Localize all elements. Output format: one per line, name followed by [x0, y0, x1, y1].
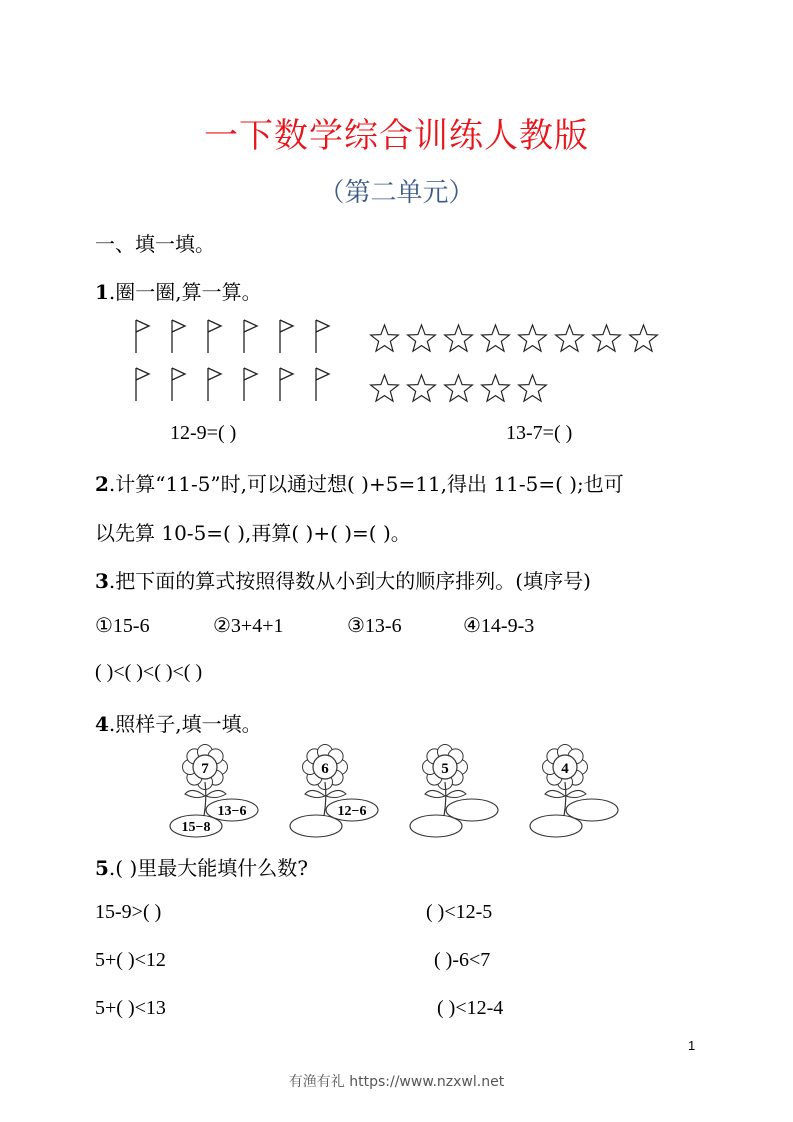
leaf: [185, 790, 205, 797]
leaf: [206, 790, 226, 797]
flag-icon: [133, 318, 163, 354]
flag-icon: [169, 366, 199, 402]
answer-oval-lower: [290, 815, 342, 837]
document-title: 一下数学综合训练人教版: [204, 116, 589, 156]
question-5-number: 5: [95, 856, 109, 880]
flower-4: [530, 745, 618, 838]
question-3-option-3: ③13-6: [347, 615, 402, 637]
stars-row-1: [368, 322, 660, 355]
leaf: [305, 790, 325, 797]
star-icon: [590, 322, 623, 355]
star-icon: [627, 322, 660, 355]
question-3-option-2: ②3+4+1: [213, 615, 284, 637]
question-5-item-b2: ( )-6<7: [434, 949, 491, 971]
oval-upper-text: 12−6: [337, 804, 367, 819]
question-3-order-blanks: ( )<( )<( )<( ): [95, 661, 203, 683]
question-2-text-1: .计算“11-5”时,可以通过想( )+5=11,得出 11-5=( );也可: [108, 472, 624, 496]
question-4-number: 4: [95, 712, 109, 736]
star-icon: [368, 322, 401, 355]
flags-row-1: [133, 318, 343, 354]
star-icon: [405, 372, 438, 405]
star-icon: [368, 372, 401, 405]
oval-upper-text: 13−6: [217, 804, 247, 819]
footer-watermark: 有渔有礼 https://www.nzxwl.net: [288, 1074, 505, 1090]
question-5-item-b1: ( )<12-5: [426, 901, 493, 923]
question-3-option-1: ①15-6: [95, 615, 150, 637]
page-number: 1: [688, 1038, 696, 1053]
leaf: [545, 790, 565, 797]
flower-center-number: 4: [561, 761, 569, 777]
answer-oval-lower: [530, 815, 582, 837]
question-5-item-a1: 15-9>( ): [95, 901, 162, 923]
star-icon: [479, 322, 512, 355]
flower-3: [410, 745, 498, 838]
answer-oval-lower: [410, 815, 462, 837]
star-icon: [553, 322, 586, 355]
flag-icon: [277, 366, 307, 402]
question-5-item-a2: 5+( )<12: [95, 949, 166, 971]
leaf: [446, 790, 466, 797]
question-3-number: 3: [95, 569, 109, 593]
question-5-item-a3: 5+( )<13: [95, 997, 166, 1019]
question-4-prompt: [95, 708, 262, 737]
question-2-number: 2: [95, 472, 109, 496]
flag-icon: [313, 318, 343, 354]
leaf: [566, 790, 586, 797]
question-4-text: .照样子,填一填。: [108, 712, 262, 736]
question-2-line-1: [95, 468, 624, 497]
star-icon: [405, 322, 438, 355]
flower-1: [170, 745, 258, 838]
flag-icon: [205, 318, 235, 354]
document-subtitle: （第二单元）: [318, 178, 475, 208]
question-1-text: .圈一圈,算一算。: [108, 280, 262, 304]
flag-icon: [313, 366, 343, 402]
flag-icon: [241, 318, 271, 354]
leaf: [326, 790, 346, 797]
star-icon: [516, 372, 549, 405]
flags-row-2: [133, 366, 343, 402]
flag-icon: [241, 366, 271, 402]
question-1-prompt: [95, 276, 262, 305]
flag-icon: [169, 318, 199, 354]
star-icon: [479, 372, 512, 405]
leaf: [425, 790, 445, 797]
question-5-text: .( )里最大能填什么数?: [108, 856, 308, 880]
flag-icon: [133, 366, 163, 402]
question-1-number: 1: [95, 280, 109, 304]
question-5-prompt: [95, 852, 308, 881]
flower-center-number: 6: [321, 761, 329, 777]
question-3-prompt: [95, 565, 591, 594]
section-heading-fill-in: 一、填一填。: [95, 232, 215, 256]
flower-2: [290, 745, 378, 838]
flag-icon: [277, 318, 307, 354]
flag-icon: [205, 366, 235, 402]
star-icon: [442, 372, 475, 405]
flower-diagram: [160, 740, 640, 840]
question-3-text: .把下面的算式按照得数从小到大的顺序排列。(填序号): [108, 569, 591, 593]
flower-center-number: 5: [441, 761, 449, 777]
star-icon: [442, 322, 475, 355]
question-1-equation-1: 12-9=( ): [170, 422, 237, 444]
question-2-line-2: 以先算 10-5=( ),再算( )+( )=( )。: [95, 521, 411, 545]
stars-row-2: [368, 372, 549, 405]
flower-center-number: 7: [201, 761, 209, 777]
question-3-option-4: ④14-9-3: [463, 615, 535, 637]
question-5-item-b3: ( )<12-4: [437, 997, 504, 1019]
question-1-equation-2: 13-7=( ): [506, 422, 573, 444]
oval-lower-text: 15−8: [181, 820, 211, 835]
star-icon: [516, 322, 549, 355]
